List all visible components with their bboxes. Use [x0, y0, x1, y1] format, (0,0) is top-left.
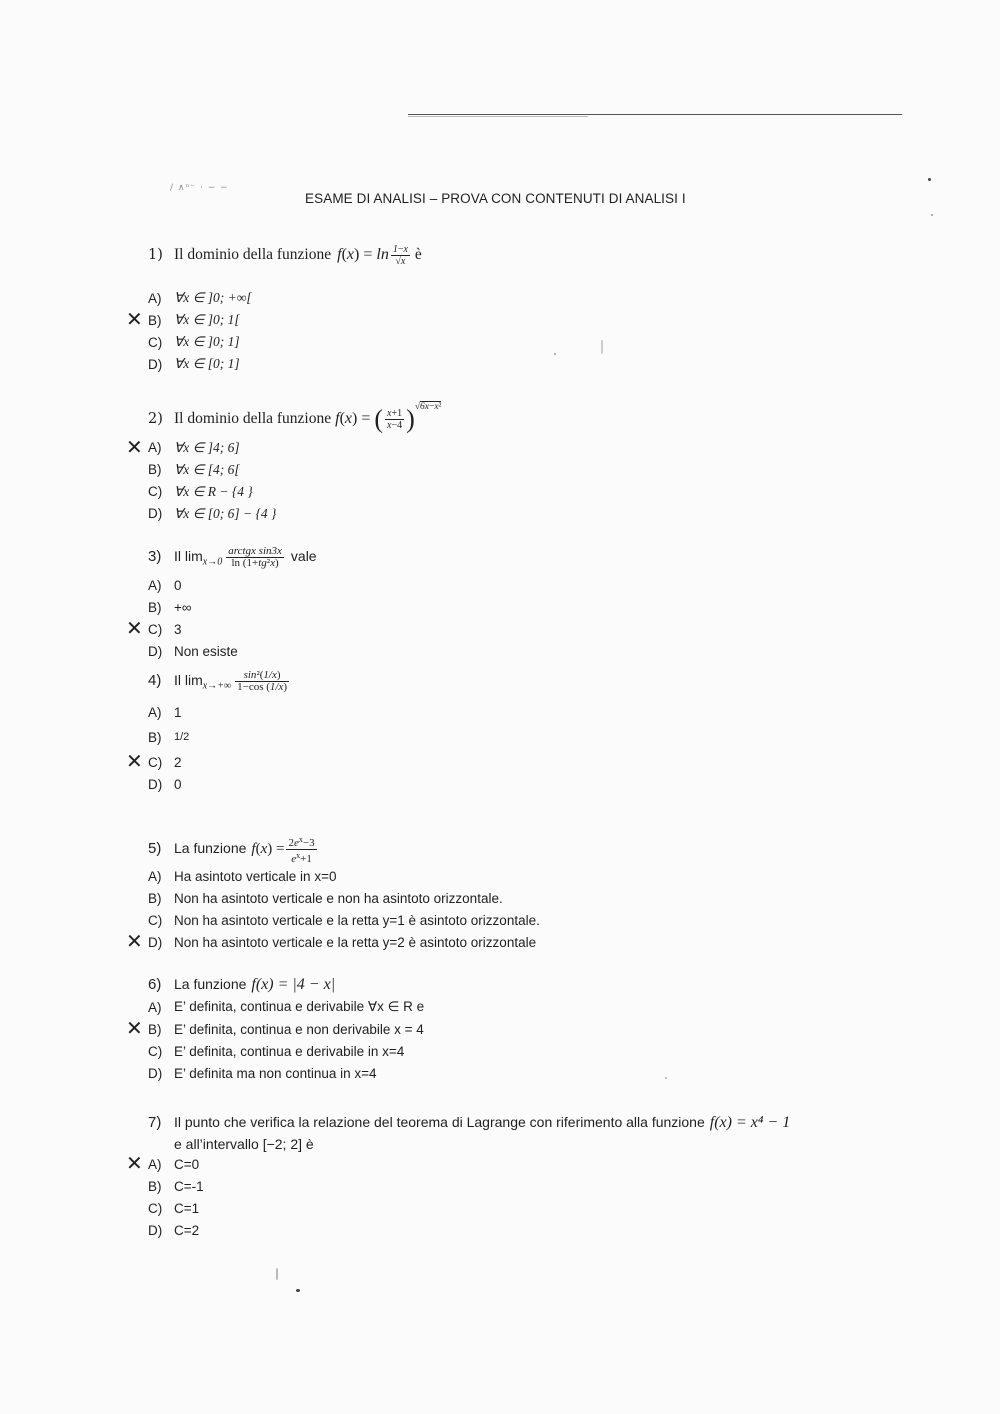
- option-c[interactable]: C) ∀x ∈ R − {4 }: [148, 483, 253, 500]
- exam-title: ESAME DI ANALISI – PROVA CON CONTENUTI DI ANALISI I: [305, 191, 686, 206]
- option-a[interactable]: ✕ A) ∀x ∈ ]4; 6]: [126, 436, 240, 459]
- question-number: 3): [148, 547, 162, 565]
- question-suffix: vale: [290, 547, 317, 564]
- option-c[interactable]: C) Non ha asintoto verticale e la retta y=1 è asintoto orizzontale.: [148, 912, 540, 928]
- handwritten-scribble: ∕ ∧ⁿ⁻ · − −: [170, 183, 229, 193]
- option-a[interactable]: A) ∀x ∈ ]0; +∞[: [148, 290, 252, 306]
- question-3: [126, 545, 317, 662]
- question-formula: f(x) = |4 − x|: [251, 976, 336, 993]
- option-b[interactable]: B) 1/2: [148, 729, 190, 745]
- option-b[interactable]: ✕ B) E’ definita, continua e non derivabile x = 4: [126, 1018, 424, 1040]
- option-a[interactable]: A) 0: [148, 577, 182, 593]
- answer-cross-mark: ✕: [126, 309, 143, 331]
- question-number: 4): [148, 671, 162, 689]
- option-a[interactable]: A) Ha asintoto verticale in x=0: [148, 868, 337, 884]
- option-b[interactable]: B) +∞: [148, 599, 192, 615]
- question-formula: f(x) = ( $\frac{x+1}{x-4}$ )$^{√6x-x^2}$: [335, 402, 442, 434]
- question-formula: f(x) = ln $\frac{1-x}{√x}$: [337, 244, 408, 267]
- answer-cross-mark: ✕: [126, 1153, 143, 1175]
- question-text: Il lim: [174, 671, 203, 688]
- scan-speck: [296, 1289, 300, 1292]
- option-c[interactable]: ✕ C) 3: [126, 618, 182, 640]
- option-d[interactable]: D) ∀x ∈ [0; 1]: [148, 356, 240, 372]
- option-d[interactable]: D) C=2: [148, 1222, 200, 1238]
- question-2: [126, 402, 442, 525]
- option-b[interactable]: B) Non ha asintoto verticale e non ha asintoto orizzontale.: [148, 890, 503, 906]
- question-number: 1): [148, 247, 163, 264]
- option-c[interactable]: ✕ C) 2: [126, 751, 182, 773]
- question-text: Il lim: [174, 547, 203, 564]
- question-text: La funzione: [174, 839, 247, 856]
- question-1: [126, 244, 422, 375]
- question-suffix: è: [414, 246, 422, 264]
- option-c[interactable]: C) C=1: [148, 1200, 200, 1216]
- scan-speck: [554, 353, 556, 355]
- scan-line-artifact-faint: [408, 116, 588, 117]
- question-text: Il dominio della funzione: [174, 246, 332, 264]
- option-a[interactable]: ✕ A) C=0: [126, 1153, 200, 1175]
- question-text-line2: e all’intervallo [−2; 2] è: [174, 1136, 314, 1152]
- option-c[interactable]: C) ∀x ∈ ]0; 1]: [148, 334, 240, 350]
- question-formula: f(x) = x⁴ − 1: [709, 1114, 791, 1131]
- option-a[interactable]: A) E’ definita, continua e derivabile ∀x ∈ R e: [148, 999, 425, 1015]
- scan-speck: [601, 340, 603, 354]
- question-7: [126, 1114, 791, 1241]
- scan-line-artifact: [408, 114, 902, 115]
- question-formula: f(x) = $\frac{2e^x-3}{e^x+1}$: [251, 835, 315, 865]
- scan-speck: [931, 214, 933, 216]
- option-d[interactable]: D) Non esiste: [148, 643, 238, 659]
- option-a[interactable]: A) 1: [148, 704, 182, 720]
- scan-speck: [928, 178, 931, 181]
- question-4: [126, 669, 291, 795]
- question-text: La funzione: [174, 976, 247, 992]
- question-formula: $_{x\to 0}$ $\frac{\text{arctgx sin3x}}{\text{ln (1+tg²x)}}$: [202, 545, 282, 569]
- question-formula: $_{x\to+\infty}$ $\frac{\text{sin²(1/x)}}{1-\cos (1/x)}$: [202, 669, 288, 693]
- scan-speck: [276, 1268, 278, 1280]
- option-d[interactable]: D) 0: [148, 776, 182, 792]
- option-b[interactable]: B) C=-1: [148, 1178, 204, 1194]
- answer-cross-mark: ✕: [126, 1018, 143, 1040]
- question-5: [126, 834, 540, 953]
- option-b[interactable]: B) ∀x ∈ [4; 6[: [148, 461, 240, 478]
- option-d[interactable]: D) ∀x ∈ [0; 6] − {4 }: [148, 505, 277, 522]
- option-b[interactable]: ✕ B) ∀x ∈ ]0; 1[: [126, 309, 240, 331]
- question-number: 6): [148, 976, 162, 993]
- answer-cross-mark: ✕: [126, 931, 143, 953]
- answer-cross-mark: ✕: [126, 436, 143, 459]
- answer-cross-mark: ✕: [126, 751, 143, 773]
- question-6: [126, 976, 425, 1084]
- question-number: 2): [148, 411, 163, 427]
- question-text: Il punto che verifica la relazione del teorema di Lagrange con riferimento alla funzione: [174, 1114, 705, 1130]
- option-c[interactable]: C) E’ definita, continua e derivabile in x=4: [148, 1043, 405, 1059]
- question-text: Il dominio della funzione: [174, 410, 332, 427]
- question-number: 7): [148, 1114, 162, 1131]
- scan-speck: [665, 1077, 667, 1079]
- option-d[interactable]: D) E’ definita ma non continua in x=4: [148, 1065, 377, 1081]
- question-number: 5): [148, 839, 162, 857]
- answer-cross-mark: ✕: [126, 618, 143, 640]
- option-d[interactable]: ✕ D) Non ha asintoto verticale e la retta y=2 è asintoto orizzontale: [126, 931, 537, 953]
